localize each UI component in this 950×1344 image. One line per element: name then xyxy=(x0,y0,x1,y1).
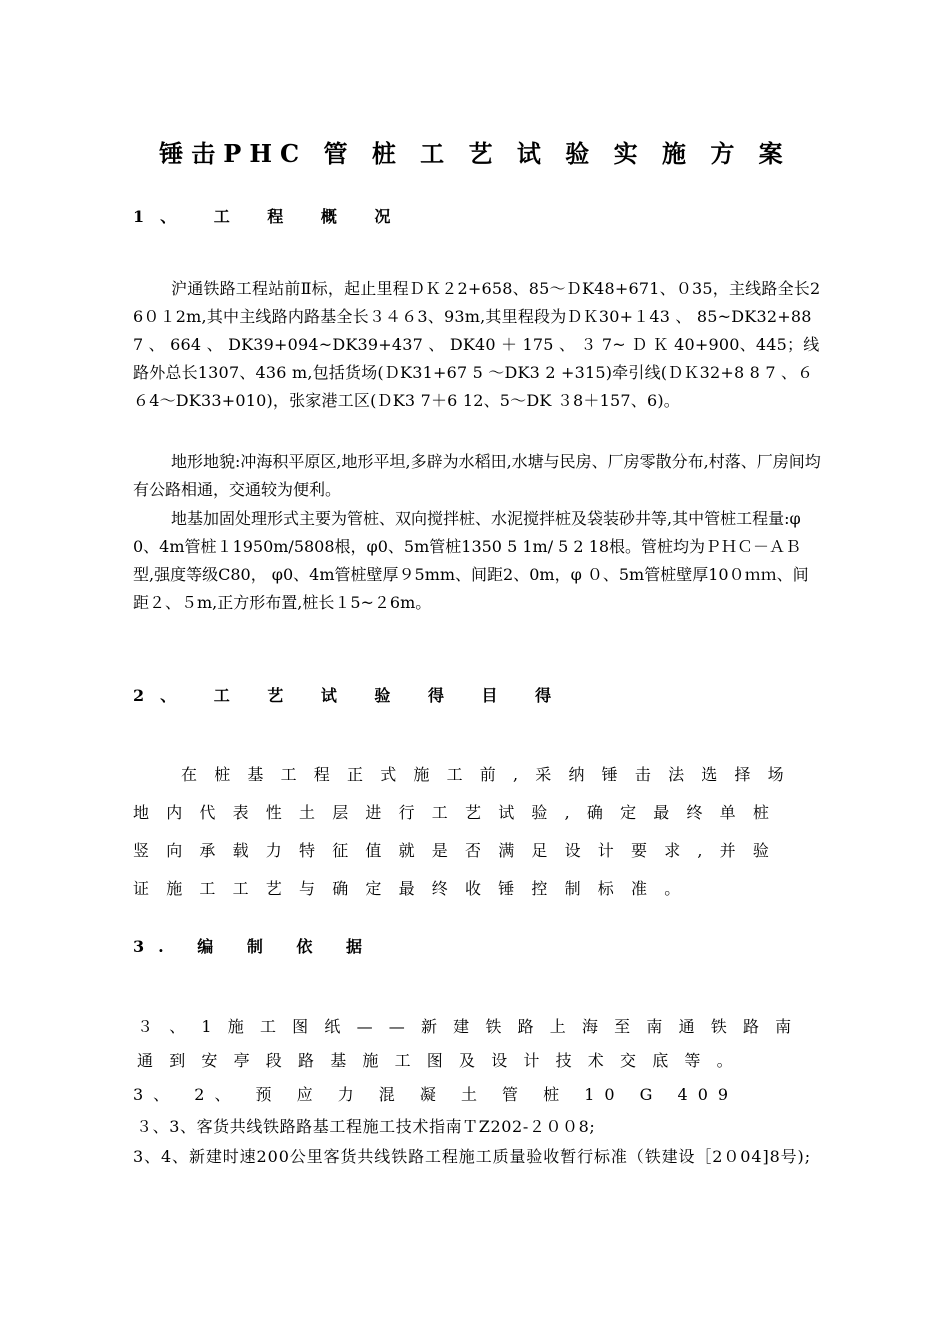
reference-item-acceptance-standard: 3、4、新建时速200公里客货共线铁路工程施工质量验收暂行标准（铁建设［2０04]8号); xyxy=(133,1147,811,1166)
reference-item-construction-guide: ３、3、客货共线铁路路基工程施工技术指南ＴZ202-２００8; xyxy=(136,1117,596,1136)
paragraph-route-mileage: 沪通铁路工程站前Ⅱ标，起止里程ＤＫ２2+658、85～ＤK48+671、０35，主线路全长26０１2m,其中主线路内路基全长３４６3、93m,其里程段为ＤＫ30+１43 、 85~DK32+887 、 664 、 DK39+094~DK39+437 、 DK40 ＋ 175 、 ３ 7~ Ｄ Ｋ 40+900、445；线路外总长1307、436 m,包括货场(ＤK31+67 5 ～DK3 2 +315)牵引线(ＤＫ32+8 8 7 、６６4～DK33+010)，张家港工区(ＤK3 7＋6 12、5～DK ３8＋157、6)。 xyxy=(133,279,821,410)
reference-item-drawings: ３、1施工图纸——新建铁路上海至南通铁路南通到安亭段路基施工图及设计技术交底等。 xyxy=(137,1017,808,1070)
paragraph-terrain: 地形地貌:冲海积平原区,地形平坦,多辟为水稻田,水塘与民房、厂房零散分布,村落、厂房间均有公路相通，交通较为便利。 xyxy=(133,452,821,499)
document-title: 锤击PHC 管 桩 工 艺 试 验 实 施 方 案 xyxy=(159,139,791,168)
section-heading-test-purpose: 2、 工 艺 试 验 得 目 得 xyxy=(133,686,568,705)
paragraph-test-purpose: 在桩基工程正式施工前,采纳锤击法选择场地内代表性土层进行工艺试验,确定最终单桩竖向承载力特征值就是否满足设计要求,并验证施工工艺与确定最终收锤控制标准。 xyxy=(133,765,801,898)
paragraph-foundation-treatment: 地基加固处理形式主要为管桩、双向搅拌桩、水泥搅拌桩及袋装砂井等,其中管桩工程量:φ0、4m管桩１1950m/5808根，φ0、5m管桩1350 5 1m/ 5 2 18根。管桩均为ＰＨＣ－ＡＢ型,强度等级C80， φ0、4m管桩壁厚９5mm、间距2、0m，φ ０、5m管桩壁厚10０ｍｍ、间距２、５m,正方形布置,桩长１5~２6m。 xyxy=(133,509,809,612)
section-heading-project-overview: 1、 工 程 概 况 xyxy=(133,207,407,226)
reference-item-pile-standard: 3、 2、 预 应 力 混 凝 土 管 桩 10 G 409 xyxy=(133,1085,739,1104)
section-heading-basis: 3. 编 制 依 据 xyxy=(133,937,376,956)
